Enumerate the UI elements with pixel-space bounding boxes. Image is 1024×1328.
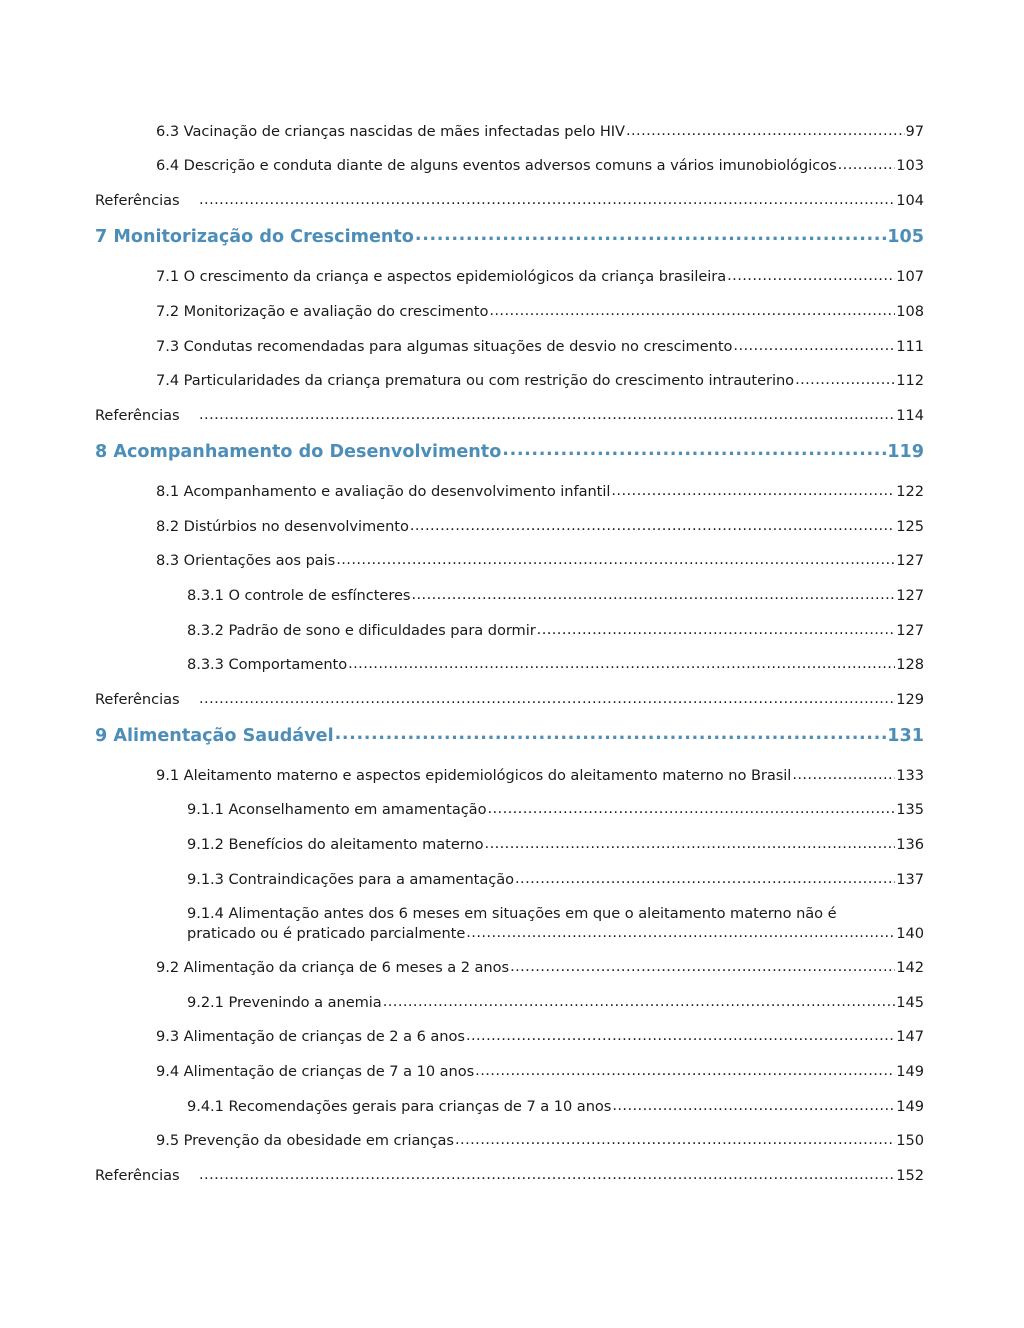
dot-leader bbox=[611, 481, 895, 501]
dot-leader bbox=[489, 301, 895, 321]
dot-leader bbox=[612, 1096, 895, 1116]
dot-leader bbox=[199, 405, 895, 425]
dot-leader bbox=[415, 223, 886, 247]
toc-entry-page: 108 bbox=[896, 303, 924, 320]
toc-entry-page: 129 bbox=[896, 691, 924, 708]
toc-entry-page: 127 bbox=[896, 552, 924, 569]
toc-chapter-8[interactable] bbox=[0, 440, 924, 464]
toc-entry-title: 9.2 Alimentação da criança de 6 meses a 2 anos bbox=[156, 959, 510, 976]
toc-entry-title: 7.1 O crescimento da criança e aspectos epidemiológicos da criança brasileira bbox=[156, 268, 727, 285]
toc-entry-page: 127 bbox=[896, 622, 924, 639]
toc-entry-9-2[interactable] bbox=[0, 958, 924, 978]
toc-entry-7-4[interactable] bbox=[0, 371, 924, 391]
toc-entry-title: 9.1.4 Alimentação antes dos 6 meses em situações em que o aleitamento materno não é bbox=[187, 905, 837, 922]
dot-leader bbox=[348, 654, 895, 674]
toc-entry-title: Referências bbox=[95, 691, 180, 708]
toc-entry-8-3-1[interactable] bbox=[0, 586, 924, 606]
toc-entry-title: 8.3.1 O controle de esfíncteres bbox=[187, 587, 411, 604]
dot-leader bbox=[515, 869, 895, 889]
toc-entry-referencias-9[interactable] bbox=[0, 1166, 924, 1186]
toc-entry-9-1-1[interactable] bbox=[0, 800, 924, 820]
toc-entry-page: 97 bbox=[905, 123, 924, 140]
dot-leader bbox=[626, 121, 905, 141]
toc-entry-title: Referências bbox=[95, 407, 180, 424]
dot-leader bbox=[838, 155, 896, 175]
toc-entry-9-1[interactable] bbox=[0, 766, 924, 786]
dot-leader bbox=[502, 438, 886, 462]
toc-entry-title: 7.2 Monitorização e avaliação do crescimento bbox=[156, 303, 489, 320]
toc-entry-page: 103 bbox=[896, 157, 924, 174]
dot-leader bbox=[466, 1026, 895, 1046]
dot-leader bbox=[335, 722, 887, 746]
toc-entry-title: 8.3.3 Comportamento bbox=[187, 656, 348, 673]
toc-chapter-page: 119 bbox=[887, 442, 924, 462]
toc-entry-6-4[interactable] bbox=[0, 156, 924, 176]
toc-entry-title: 9.1.2 Benefícios do aleitamento materno bbox=[187, 836, 484, 853]
toc-entry-9-1-2[interactable] bbox=[0, 835, 924, 855]
toc-entry-title-continuation: praticado ou é praticado parcialmente bbox=[187, 925, 466, 942]
toc-entry-title: 9.4 Alimentação de crianças de 7 a 10 anos bbox=[156, 1063, 475, 1080]
toc-chapter-title: 8 Acompanhamento do Desenvolvimento bbox=[95, 442, 502, 462]
toc-entry-9-1-4[interactable] bbox=[0, 904, 924, 944]
toc-entry-referencias-7[interactable] bbox=[0, 406, 924, 426]
dot-leader bbox=[792, 765, 895, 785]
toc-entry-title: 6.4 Descrição e conduta diante de alguns eventos adversos comuns a vários imunobiológicos bbox=[156, 157, 837, 174]
dot-leader bbox=[199, 689, 895, 709]
dot-leader bbox=[795, 370, 895, 390]
toc-entry-8-1[interactable] bbox=[0, 482, 924, 502]
toc-entry-title: Referências bbox=[95, 192, 180, 209]
toc-entry-page: 136 bbox=[896, 836, 924, 853]
toc-entry-8-3-2[interactable] bbox=[0, 621, 924, 641]
dot-leader bbox=[466, 923, 895, 943]
toc-chapter-title: 7 Monitorização do Crescimento bbox=[95, 227, 414, 247]
toc-entry-9-2-1[interactable] bbox=[0, 993, 924, 1013]
toc-entry-title: 7.3 Condutas recomendadas para algumas situações de desvio no crescimento bbox=[156, 338, 733, 355]
toc-entry-page: 152 bbox=[896, 1167, 924, 1184]
toc-entry-9-1-3[interactable] bbox=[0, 870, 924, 890]
dot-leader bbox=[727, 266, 895, 286]
toc-entry-page: 125 bbox=[896, 518, 924, 535]
toc-entry-page: 147 bbox=[896, 1028, 924, 1045]
toc-entry-title: 8.3.2 Padrão de sono e dificuldades para dormir bbox=[187, 622, 536, 639]
toc-entry-title: 8.2 Distúrbios no desenvolvimento bbox=[156, 518, 409, 535]
toc-entry-title: 8.3 Orientações aos pais bbox=[156, 552, 336, 569]
toc-entry-6-3[interactable] bbox=[0, 122, 924, 142]
toc-entry-title: 7.4 Particularidades da criança prematura ou com restrição do crescimento intrauterino bbox=[156, 372, 795, 389]
toc-entry-page: 107 bbox=[896, 268, 924, 285]
toc-entry-8-2[interactable] bbox=[0, 517, 924, 537]
dot-leader bbox=[475, 1061, 895, 1081]
dot-leader bbox=[485, 834, 896, 854]
toc-entry-title: 9.1.3 Contraindicações para a amamentação bbox=[187, 871, 514, 888]
toc-entry-title: 9.1.1 Aconselhamento em amamentação bbox=[187, 801, 487, 818]
toc-entry-title: Referências bbox=[95, 1167, 180, 1184]
toc-entry-page: 112 bbox=[896, 372, 924, 389]
dot-leader bbox=[410, 516, 895, 536]
toc-entry-page: 111 bbox=[896, 338, 924, 355]
toc-chapter-page: 105 bbox=[887, 227, 924, 247]
dot-leader bbox=[537, 620, 896, 640]
dot-leader bbox=[487, 799, 895, 819]
dot-leader bbox=[336, 550, 895, 570]
toc-entry-title: 8.1 Acompanhamento e avaliação do desenvolvimento infantil bbox=[156, 483, 611, 500]
toc-entry-9-4[interactable] bbox=[0, 1062, 924, 1082]
dot-leader bbox=[733, 336, 895, 356]
toc-entry-page: 137 bbox=[896, 871, 924, 888]
toc-entry-title: 9.5 Prevenção da obesidade em crianças bbox=[156, 1132, 454, 1149]
toc-entry-page: 114 bbox=[896, 407, 924, 424]
toc-entry-page: 135 bbox=[896, 801, 924, 818]
toc-entry-7-1[interactable] bbox=[0, 267, 924, 287]
toc-entry-9-4-1[interactable] bbox=[0, 1097, 924, 1117]
toc-chapter-9[interactable] bbox=[0, 724, 924, 748]
toc-entry-page: 150 bbox=[896, 1132, 924, 1149]
dot-leader bbox=[199, 1165, 895, 1185]
toc-entry-9-3[interactable] bbox=[0, 1027, 924, 1047]
toc-entry-page: 127 bbox=[896, 587, 924, 604]
toc-entry-page: 142 bbox=[896, 959, 924, 976]
toc-entry-page: 133 bbox=[896, 767, 924, 784]
toc-entry-9-5[interactable] bbox=[0, 1131, 924, 1151]
toc-chapter-7[interactable] bbox=[0, 225, 924, 249]
toc-entry-page: 140 bbox=[896, 925, 924, 942]
toc-entry-page: 145 bbox=[896, 994, 924, 1011]
dot-leader bbox=[411, 585, 895, 605]
toc-entry-page: 128 bbox=[896, 656, 924, 673]
toc-entry-page: 149 bbox=[896, 1098, 924, 1115]
toc-entry-title: 9.4.1 Recomendações gerais para crianças de 7 a 10 anos bbox=[187, 1098, 612, 1115]
toc-entry-7-3[interactable] bbox=[0, 337, 924, 357]
toc-entry-7-2[interactable] bbox=[0, 302, 924, 322]
toc-entry-title: 9.3 Alimentação de crianças de 2 a 6 anos bbox=[156, 1028, 465, 1045]
toc-chapter-page: 131 bbox=[887, 726, 924, 746]
dot-leader bbox=[383, 992, 896, 1012]
toc-entry-title: 6.3 Vacinação de crianças nascidas de mães infectadas pelo HIV bbox=[156, 123, 625, 140]
toc-entry-title: 9.2.1 Prevenindo a anemia bbox=[187, 994, 382, 1011]
toc-entry-8-3-3[interactable] bbox=[0, 655, 924, 675]
toc-chapter-title: 9 Alimentação Saudável bbox=[95, 726, 334, 746]
dot-leader bbox=[199, 190, 895, 210]
toc-entry-8-3[interactable] bbox=[0, 551, 924, 571]
toc-entry-title-line2 bbox=[187, 924, 924, 944]
toc-entry-page: 149 bbox=[896, 1063, 924, 1080]
toc-entry-page: 104 bbox=[896, 192, 924, 209]
toc-entry-referencias-8[interactable] bbox=[0, 690, 924, 710]
toc-entry-title: 9.1 Aleitamento materno e aspectos epidemiológicos do aleitamento materno no Brasil bbox=[156, 767, 792, 784]
toc-entry-referencias-6[interactable] bbox=[0, 191, 924, 211]
dot-leader bbox=[455, 1130, 895, 1150]
toc-entry-page: 122 bbox=[896, 483, 924, 500]
dot-leader bbox=[510, 957, 895, 977]
